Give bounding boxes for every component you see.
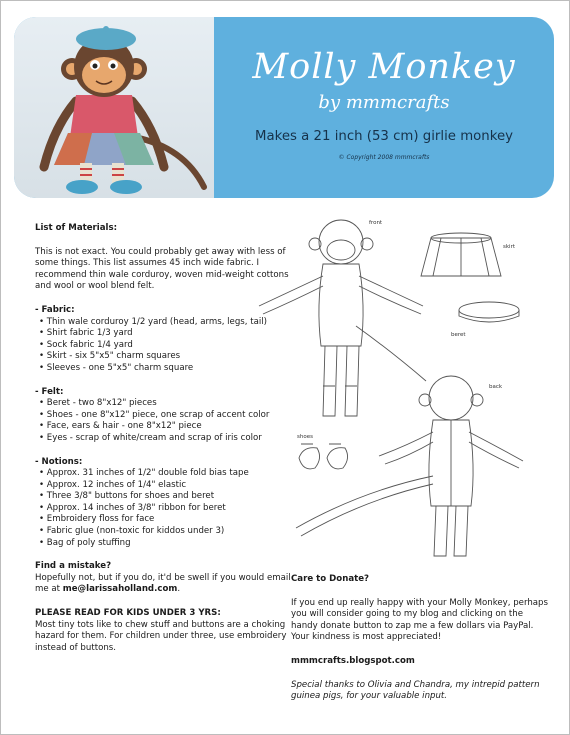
list-item: • Thin wale corduroy 1/2 yard (head, arms, legs, tail) [39, 316, 267, 327]
skirt-label: skirt [503, 244, 515, 250]
notions-heading: - Notions: [35, 456, 83, 467]
list-item: • Approx. 31 inches of 1/2" double fold bias tape [39, 468, 249, 479]
materials-heading: List of Materials: [35, 223, 118, 233]
list-item: • Shirt fabric 1/3 yard [39, 328, 133, 339]
beret-piece [459, 302, 519, 322]
kids-warning-heading: PLEASE READ FOR KIDS UNDER 3 YRS: [35, 608, 221, 619]
copyright: © Copyright 2008 mmmcrafts [338, 154, 430, 161]
list-item: • Three 3/8" buttons for shoes and beret [39, 491, 215, 502]
shoes-label: shoes [297, 434, 313, 440]
list-item: • Skirt - six 5"x5" charm squares [39, 351, 181, 362]
email-link[interactable]: me@larissaholland.com [62, 584, 178, 595]
donate-text: If you end up really happy with your Molly Monkey, perhaps you will consider going to my blog and clicking on the handy donate button to zap me a few dollars via PayPal. Your kindness is most appreciated! [291, 597, 548, 643]
list-item: • Face, ears & hair - one 8"x12" piece [39, 421, 202, 432]
kids-warning-text: Most tiny tots like to chew stuff and buttons are a choking hazard for them. For children under three, use embroidery instead of buttons. [35, 619, 287, 653]
byline: by mmmcrafts [318, 92, 450, 113]
blog-link[interactable]: mmmcrafts.blogspot.com [291, 655, 415, 666]
back-view-figure [296, 376, 523, 556]
fabric-heading: - Fabric: [35, 304, 75, 315]
list-item: • Bag of poly stuffing [39, 537, 131, 548]
mistake-heading: Find a mistake? [35, 561, 112, 572]
list-item: • Embroidery floss for face [39, 514, 155, 525]
pattern-diagram [251, 206, 556, 566]
front-view-figure [259, 220, 426, 416]
list-item: • Approx. 14 inches of 3/8" ribbon for beret [39, 502, 226, 513]
list-item: • Fabric glue (non-toxic for kiddos under 3) [39, 526, 225, 537]
front-label: front [369, 220, 383, 226]
list-item: • Sock fabric 1/4 yard [39, 339, 133, 350]
materials-intro: This is not exact. You could probably get away with less of some things. This list assumes 45 inch wide fabric. I recommend thin wale corduroy, woven mid-weight cottons and wool or wool blend felt. [35, 246, 289, 292]
monkey-photo [14, 17, 214, 198]
pattern-size: Makes a 21 inch (53 cm) girlie monkey [255, 129, 513, 144]
list-item: • Shoes - one 8"x12" piece, one scrap of accent color [39, 409, 270, 420]
pattern-title: Molly Monkey [252, 47, 516, 87]
skirt-piece [421, 233, 501, 276]
shoes-piece [299, 444, 348, 469]
back-label: back [489, 384, 503, 390]
beret-label: beret [451, 332, 466, 338]
donate-heading: Care to Donate? [291, 574, 370, 584]
list-item: • Sleeves - one 5"x5" charm square [39, 362, 194, 373]
mistake-text: Hopefully not, but if you do, it'd be swell if you would email me at me@larissaholland.com. [35, 572, 291, 595]
monkey-doll-illustration [14, 17, 214, 198]
felt-heading: - Felt: [35, 386, 64, 397]
thanks-note: Special thanks to Olivia and Chandra, my intrepid pattern guinea pigs, for your valuable input. [291, 679, 540, 702]
list-item: • Approx. 12 inches of 1/4" elastic [39, 479, 187, 490]
list-item: • Beret - two 8"x12" pieces [39, 398, 157, 409]
donate-column [291, 574, 551, 703]
header-banner [14, 17, 554, 198]
list-item: • Eyes - scrap of white/cream and scrap of iris color [39, 432, 262, 443]
